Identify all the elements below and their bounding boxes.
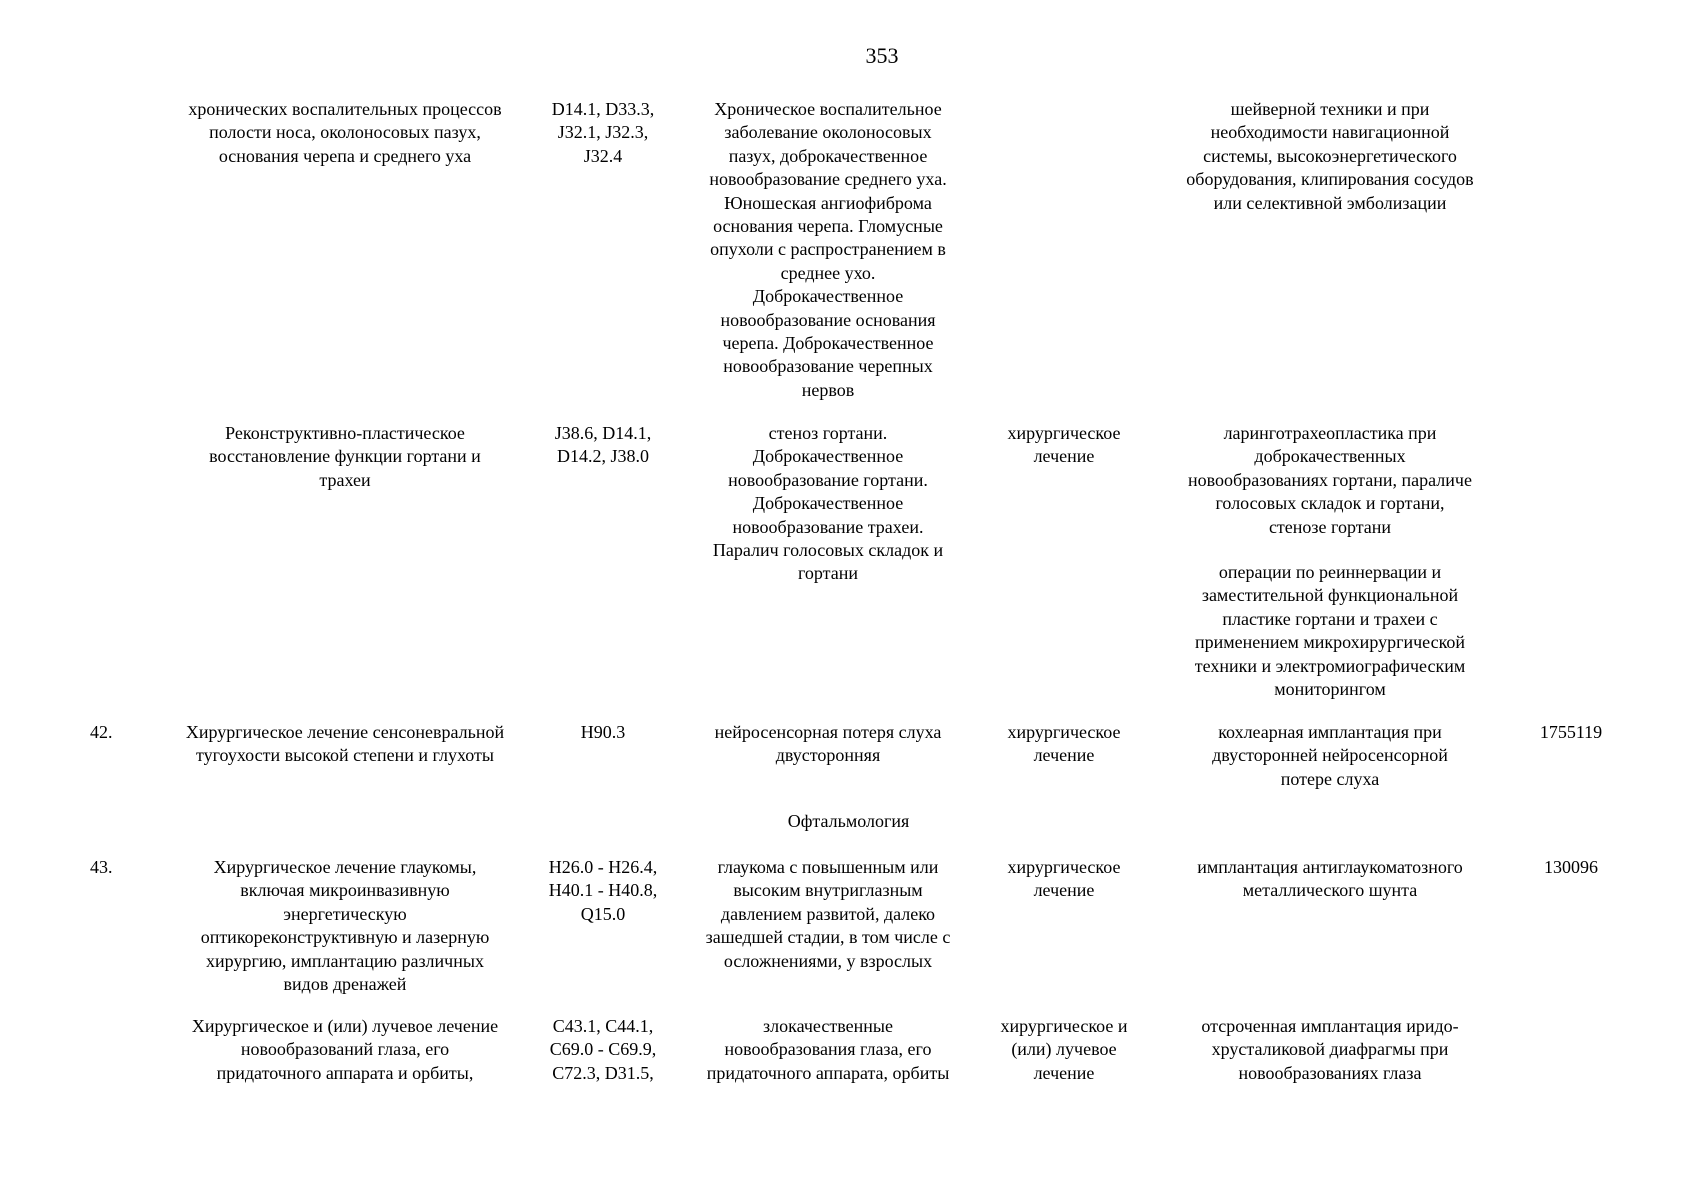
row-1-name: хронических воспалительных процессов полости носа, околоносовых пазух, основания черепа и среднего уха bbox=[188, 99, 502, 166]
row-42-method: кохлеарная имплантация при двусторонней нейросенсорной потере слуха bbox=[1212, 722, 1448, 789]
row-2-name: Реконструктивно-пластическое восстановление функции гортани и трахеи bbox=[209, 423, 481, 490]
row-42-codes: H90.3 bbox=[580, 722, 626, 742]
row-2-type: хирургическое лечение bbox=[1007, 423, 1121, 467]
row-2-codes: J38.6, D14.1, D14.2, J38.0 bbox=[554, 423, 652, 467]
section-title: Офтальмология bbox=[787, 811, 910, 831]
row-1-method: шейверной техники и при необходимости навигационной системы, высокоэнергетического оборудования, клипирования сосудов или селективной эмболизации bbox=[1186, 99, 1474, 213]
row-5-name: Хирургическое и (или) лучевое лечение новообразований глаза, его придаточного аппарата и орбиты, bbox=[191, 1016, 499, 1083]
row-43-number: 43. bbox=[90, 857, 113, 877]
row-5-type: хирургическое и (или) лучевое лечение bbox=[1000, 1016, 1128, 1083]
row-42-name: Хирургическое лечение сенсоневральной тугоухости высокой степени и глухоты bbox=[185, 722, 505, 766]
row-1-model: Хроническое воспалительное заболевание околоносовых пазух, доброкачественное новообразование среднего уха. Юношеская ангиофиброма основания черепа. Гломусные опухоли с распространением в среднее ухо. Доброкачественное новообразование основания черепа. Доброкачественное новообразование черепных нервов bbox=[709, 99, 947, 400]
row-43-cost: 130096 bbox=[1544, 857, 1598, 877]
row-42-model: нейросенсорная потеря слуха двусторонняя bbox=[714, 722, 942, 766]
row-42-number: 42. bbox=[90, 722, 113, 742]
row-5-model: злокачественные новообразования глаза, его придаточного аппарата, орбиты bbox=[706, 1016, 950, 1083]
row-1-codes: D14.1, D33.3, J32.1, J32.3, J32.4 bbox=[551, 99, 655, 166]
row-43-codes: H26.0 - H26.4, H40.1 - H40.8, Q15.0 bbox=[548, 857, 658, 924]
row-5-codes: C43.1, C44.1, C69.0 - C69.9, C72.3, D31.5, bbox=[549, 1016, 657, 1083]
row-42-type: хирургическое лечение bbox=[1007, 722, 1121, 766]
page-number: 353 bbox=[865, 43, 899, 68]
row-43-method: имплантация антиглаукоматозного металлического шунта bbox=[1197, 857, 1463, 901]
row-42-cost: 1755119 bbox=[1539, 722, 1603, 742]
row-43-model: глаукома с повышенным или высоким внутриглазным давлением развитой, далеко зашедшей стадии, в том числе с осложнениями, у взрослых bbox=[705, 857, 951, 971]
row-5-method: отсроченная имплантация иридо- хрусталиковой диафрагмы при новообразованиях глаза bbox=[1201, 1016, 1459, 1083]
row-43-name: Хирургическое лечение глаукомы, включая микроинвазивную энергетическую оптикореконструктивную и лазерную хирургию, имплантацию различных видов дренажей bbox=[200, 857, 490, 995]
row-43-type: хирургическое лечение bbox=[1007, 857, 1121, 901]
row-2-model: стеноз гортани. Доброкачественное новообразование гортани. Доброкачественное новообразование трахеи. Паралич голосовых складок и гортани bbox=[712, 423, 944, 584]
row-2-method: ларинготрахеопластика при доброкачественных новообразованиях гортани, параличе голосовых складок и гортани, стенозе гортани bbox=[1188, 423, 1472, 537]
row-2-method-2: операции по реиннервации и заместительной функциональной пластике гортани и трахеи с применением микрохирургической техники и электромиографическим мониторингом bbox=[1194, 562, 1466, 700]
